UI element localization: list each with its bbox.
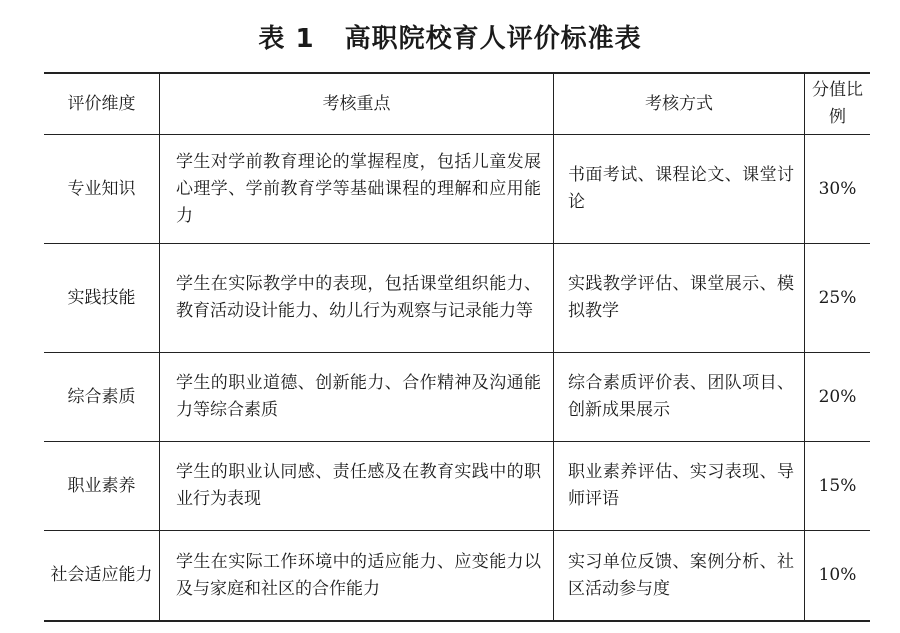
table-row	[44, 244, 870, 353]
cell-focus: 学生对学前教育理论的掌握程度，包括儿童发展心理学、学前教育学等基础课程的理解和应用能力	[160, 135, 554, 244]
cell-focus: 学生在实际工作环境中的适应能力、应变能力以及与家庭和社区的合作能力	[160, 531, 554, 622]
cell-focus: 学生的职业道德、创新能力、合作精神及沟通能力等综合素质	[160, 353, 554, 442]
cell-dimension: 社会适应能力	[50, 565, 153, 585]
cell-weight: 20%	[805, 353, 871, 442]
header-weight: 分值比例	[805, 73, 871, 135]
cell-weight: 15%	[805, 442, 871, 531]
table-title	[0, 18, 900, 55]
cell-weight: 25%	[805, 244, 871, 353]
cell-dimension: 专业知识	[67, 178, 136, 199]
table-row	[44, 135, 870, 244]
evaluation-table	[44, 72, 870, 622]
header-dimension: 评价维度	[67, 93, 136, 114]
cell-focus: 学生的职业认同感、责任感及在教育实践中的职业行为表现	[160, 442, 554, 531]
cell-weight: 10%	[805, 531, 871, 622]
cell-method: 综合素质评价表、团队项目、创新成果展示	[554, 353, 805, 442]
table-row	[44, 442, 870, 531]
cell-dimension: 实践技能	[67, 287, 136, 308]
cell-dimension: 职业素养	[67, 475, 136, 496]
cell-method: 实习单位反馈、案例分析、社区活动参与度	[554, 531, 805, 622]
cell-weight: 30%	[805, 135, 871, 244]
cell-method: 职业素养评估、实习表现、导师评语	[554, 442, 805, 531]
header-method: 考核方式	[554, 73, 805, 135]
table-row	[44, 531, 870, 622]
table-header-row	[44, 73, 870, 135]
cell-method: 实践教学评估、课堂展示、模拟教学	[554, 244, 805, 353]
table-number: 表 1	[258, 24, 315, 54]
header-focus: 考核重点	[160, 73, 554, 135]
table-caption: 高职院校育人评价标准表	[344, 24, 642, 54]
cell-dimension: 综合素质	[67, 386, 136, 407]
cell-focus: 学生在实际教学中的表现，包括课堂组织能力、教育活动设计能力、幼儿行为观察与记录能力等	[160, 244, 554, 353]
cell-method: 书面考试、课程论文、课堂讨论	[554, 135, 805, 244]
table-row	[44, 353, 870, 442]
